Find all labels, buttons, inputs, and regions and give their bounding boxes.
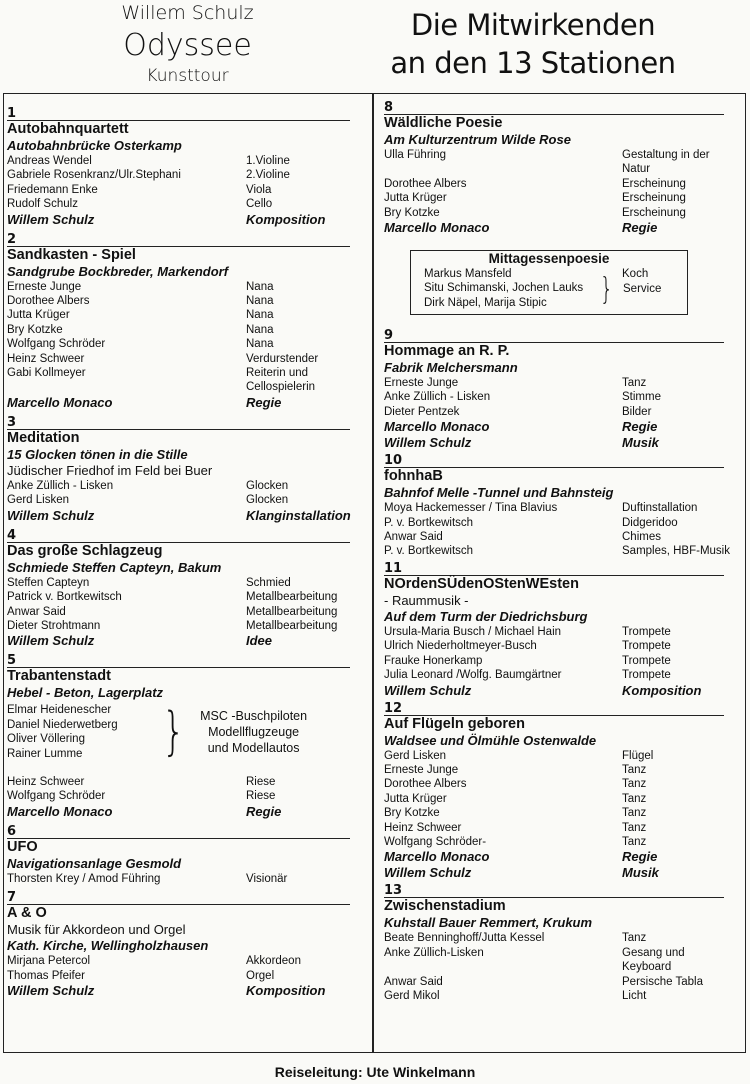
performer-role: Trompete: [622, 625, 671, 638]
performer-role: Glocken: [246, 479, 289, 492]
performer-name: Mirjana Petercol: [7, 955, 91, 968]
performer-name: Bry Kotzke: [7, 323, 63, 336]
station-location: Auf dem Turm der Diedrichsburg: [384, 608, 588, 624]
performer-row: [7, 633, 362, 649]
left-column: [7, 98, 362, 999]
station-title: UFO: [7, 838, 38, 855]
performer-role: 1.Violine: [246, 155, 290, 167]
performer-role: Regie: [246, 803, 282, 819]
performer-name: Dorothee Albers: [384, 177, 467, 190]
station-location: Schmiede Steffen Capteyn, Bakum: [7, 559, 222, 575]
performer-role: Trompete: [622, 640, 671, 653]
station-location: Fabrik Melchersmann: [384, 360, 518, 376]
performer-role: Tanz: [622, 932, 647, 945]
performer-row: [384, 946, 724, 960]
performer-row: [384, 376, 724, 390]
performer-role: Tanz: [622, 763, 647, 776]
station-number: 4: [7, 527, 17, 543]
performer-name: Ulla Führing: [384, 149, 446, 161]
performer-row: [384, 777, 724, 791]
performer-name: Anwar Said: [384, 975, 443, 988]
performer-name: Gerd Lisken: [7, 494, 70, 507]
performer-role: Riese: [246, 790, 276, 803]
performer-name: Erneste Junge: [7, 280, 82, 293]
station-location: Navigationsanlage Gesmold: [7, 855, 182, 871]
performer-name: Willem Schulz: [384, 865, 472, 881]
performer-row: [7, 308, 362, 322]
performer-name: Thorsten Krey / Amod Führing: [7, 872, 161, 885]
performer-name: Moya Hackemesser / Tina Blavius: [384, 502, 558, 515]
performer-name: Anwar Said: [7, 605, 66, 618]
performer-name: Dorothee Albers: [384, 778, 467, 791]
performer-role: Visionär: [246, 872, 288, 885]
performer-row: [384, 835, 724, 849]
lunch-name: Dirk Näpel, Marija Stipic: [424, 296, 547, 309]
station-6: [7, 823, 362, 886]
group-role-line: MSC -Buschpiloten: [200, 709, 308, 724]
column-divider: [372, 93, 374, 1053]
performer-row: [384, 516, 724, 530]
station-number: 1: [7, 106, 17, 121]
lunch-service-role: Service: [623, 283, 662, 295]
performer-name: Marcello Monaco: [384, 220, 490, 236]
station-title: Das große Schlagzeug: [7, 542, 163, 559]
performer-role: Erscheinung: [622, 177, 686, 190]
performer-name: Steffen Capteyn: [7, 576, 90, 589]
performer-name: Willem Schulz: [384, 682, 472, 698]
station-13: [384, 885, 724, 1003]
lunch-body: [411, 267, 687, 314]
performer-row: [7, 804, 362, 820]
performer-row: [384, 683, 724, 699]
group-names: [7, 703, 157, 761]
performer-row: [7, 323, 362, 337]
performer-name: Dieter Strohtmann: [7, 619, 101, 632]
station-note: - Raummusik -: [384, 592, 469, 608]
performer-name: P. v. Bortkewitsch: [384, 516, 474, 529]
group-role-line: Modellflugzeuge: [208, 725, 300, 740]
lunch-role: Koch: [622, 268, 649, 280]
performer-name: Marcello Monaco: [384, 849, 490, 865]
performer-name: Bry Kotzke: [384, 807, 440, 820]
station-title: Zwischenstadium: [384, 898, 506, 915]
performer-name: Heinz Schweer: [7, 352, 85, 365]
station-location: Hebel - Beton, Lagerplatz: [7, 685, 164, 701]
performer-role: Viola: [246, 183, 272, 196]
tour-subtitle: Kunsttour: [146, 66, 229, 86]
right-column: [384, 98, 730, 1003]
station-number: 11: [384, 560, 403, 576]
performer-role: Nana: [246, 323, 274, 336]
performer-row: [7, 619, 362, 633]
performer-role: Musik: [622, 865, 659, 881]
performer-name: [384, 162, 622, 176]
station-location: Am Kulturzentrum Wilde Rose: [384, 132, 571, 147]
performer-row: [384, 849, 724, 865]
performer-row: [384, 220, 724, 236]
performer-role: Metallbearbeitung: [246, 619, 338, 632]
performer-role: Bilder: [622, 405, 652, 418]
station-title: fohnhaB: [384, 468, 443, 485]
performer-row: [384, 177, 724, 191]
performer-role: Cello: [246, 198, 273, 211]
station-number: 12: [384, 700, 403, 716]
performer-role: Metallbearbeitung: [246, 605, 338, 618]
performer-role: Gesang und: [622, 946, 685, 959]
station-title: NOrdenSÜdenOStenWEsten: [384, 575, 579, 592]
performer-row: [384, 435, 724, 451]
tour-title: Odyssee: [123, 28, 252, 63]
station-number: 10: [384, 453, 403, 469]
station-3: [7, 414, 362, 524]
performer-name: Heinz Schweer: [384, 821, 462, 834]
performer-row: [384, 975, 724, 989]
station-11: [384, 560, 724, 699]
lunch-box: [410, 250, 688, 315]
performer-name: Wolfgang Schröder: [7, 338, 106, 351]
brace-symbol: }: [161, 702, 186, 763]
performer-role: Flügel: [622, 749, 654, 762]
performer-role: Musik: [622, 435, 659, 451]
station-2: [7, 231, 362, 411]
performer-role: Orgel: [246, 969, 275, 982]
performer-role: Erscheinung: [622, 206, 686, 219]
performer-row: [7, 395, 362, 411]
performer-name: Jutta Krüger: [7, 309, 70, 322]
lunch-row: [424, 296, 687, 310]
performer-name: [384, 960, 622, 974]
lunch-row: [424, 267, 687, 281]
performer-row: [7, 212, 362, 228]
heading-line-1: Die Mitwirkenden: [410, 8, 656, 42]
lunch-name: Markus Mansfeld: [424, 268, 512, 280]
performer-row: [384, 544, 730, 558]
performer-name: Dieter Pentzek: [384, 405, 460, 418]
performer-name: Julia Leonard /Wolfg. Baumgärtner: [384, 669, 562, 682]
performer-role: Schmied: [246, 576, 291, 589]
performer-name: Willem Schulz: [7, 633, 95, 649]
station-title: Autobahnquartett: [7, 121, 129, 137]
performer-name: Anke Züllich-Lisken: [384, 946, 484, 959]
performer-role: Komposition: [246, 982, 326, 998]
station-number: 13: [384, 883, 403, 899]
performer-role: Idee: [246, 633, 273, 649]
performer-role: Klanginstallation: [246, 507, 351, 523]
performer-row: [384, 148, 724, 162]
performer-role: Glocken: [246, 494, 289, 507]
performer-name: Jutta Krüger: [384, 192, 447, 205]
performer-row: [7, 508, 362, 524]
station-title: Wäldliche Poesie: [384, 115, 503, 131]
performer-role: Verdurstender: [246, 352, 319, 365]
performer-row: [384, 865, 724, 881]
performer-role: Keyboard: [622, 961, 672, 974]
performer-row: [384, 821, 724, 835]
heading-line-2: an den 13 Stationen: [390, 46, 676, 80]
performer-name: Wolfgang Schröder: [7, 790, 106, 803]
station-location: Kuhstall Bauer Remmert, Krukum: [384, 915, 593, 931]
performer-row: [384, 501, 724, 515]
performer-row: [7, 197, 362, 211]
performer-name: Jutta Krüger: [384, 792, 447, 805]
performer-row: [384, 931, 724, 945]
performer-name: Beate Benninghoff/Jutta Kessel: [384, 932, 545, 945]
performer-role: Gestaltung in der: [622, 149, 710, 161]
performer-row: [7, 337, 362, 351]
performer-row: [384, 191, 724, 205]
station-location: Waldsee und Ölmühle Ostenwalde: [384, 732, 597, 748]
performer-row: [7, 280, 362, 294]
performer-role: Nana: [246, 338, 274, 351]
performer-name: Andreas Wendel: [7, 155, 92, 167]
performer-name: Gerd Mikol: [384, 989, 440, 1002]
performer-name: Marcello Monaco: [384, 419, 490, 435]
performer-name: Anwar Said: [384, 531, 443, 544]
performer-role: Tanz: [622, 778, 647, 791]
station-title: Sandkasten - Spiel: [7, 246, 136, 263]
station-title: Hommage an R. P.: [384, 343, 510, 360]
performer-row: [384, 654, 724, 668]
performer-role: 2.Violine: [246, 169, 290, 182]
performer-row: [7, 168, 362, 182]
performer-role: Chimes: [622, 531, 661, 544]
station-location: Sandgrube Bockbreder, Markendorf: [7, 263, 229, 279]
station-note: Musik für Akkordeon und Orgel: [7, 922, 186, 938]
group-member: Elmar Heidenescher: [7, 704, 112, 717]
performer-row: [7, 954, 362, 968]
performer-name: Willem Schulz: [7, 507, 95, 523]
station-7: [7, 892, 362, 999]
performer-name: Willem Schulz: [384, 435, 472, 451]
performer-role: Tanz: [622, 821, 647, 834]
performer-row: [384, 639, 724, 653]
performer-row: [7, 775, 362, 789]
performer-name: Friedemann Enke: [7, 183, 98, 196]
performer-role: Regie: [622, 849, 658, 865]
performer-row: [384, 806, 724, 820]
performer-name: Ursula-Maria Busch / Michael Hain: [384, 625, 562, 638]
station-5: [7, 655, 362, 819]
performer-role: Nana: [246, 309, 274, 322]
station-title: Trabantenstadt: [7, 668, 111, 685]
performer-name: Willem Schulz: [7, 211, 95, 227]
performer-role: Tanz: [622, 807, 647, 820]
performer-row: [384, 668, 724, 682]
group-role-line: und Modellautos: [207, 741, 300, 756]
performer-name: Thomas Pfeifer: [7, 969, 85, 982]
performer-name: Anke Züllich - Lisken: [7, 479, 114, 492]
station-location: Kath. Kirche, Wellingholzhausen: [7, 938, 209, 954]
station-location: Bahnfof Melle -Tunnel und Bahnsteig: [384, 485, 614, 501]
performer-role: Didgeridoo: [622, 516, 678, 529]
station-location: 15 Glocken tönen in die Stille: [7, 446, 188, 462]
station-number: 3: [7, 414, 17, 430]
performer-role: Duftinstallation: [622, 502, 698, 515]
performer-name: Bry Kotzke: [384, 206, 440, 219]
performer-name: Marcello Monaco: [7, 803, 113, 819]
page-heading: [378, 6, 688, 82]
station-8: [384, 102, 724, 236]
performer-row: [384, 763, 724, 777]
performer-name: Marcello Monaco: [7, 394, 113, 410]
performer-role: Persische Tabla: [622, 975, 703, 988]
performer-role: Akkordeon: [246, 955, 301, 968]
performer-name: Erneste Junge: [384, 763, 459, 776]
performer-name: Rudolf Schulz: [7, 198, 78, 211]
group-member: Oliver Völlering: [7, 733, 85, 746]
performer-role: Regie: [622, 419, 658, 435]
performer-name: Frauke Honerkamp: [384, 654, 483, 667]
performer-row: [7, 366, 362, 380]
performer-row: [7, 605, 362, 619]
lunch-title: Mittagessenpoesie: [488, 251, 610, 266]
performer-role: Regie: [246, 394, 282, 410]
station-1: [7, 108, 362, 228]
performer-role: Komposition: [246, 211, 326, 227]
performer-row: [7, 576, 362, 590]
performer-role: Trompete: [622, 654, 671, 667]
station-12: [384, 700, 724, 882]
performer-row: [384, 625, 724, 639]
performer-role: Tanz: [622, 377, 647, 390]
performer-row: [7, 154, 362, 168]
performer-row: [7, 380, 362, 394]
station-number: 9: [384, 328, 394, 344]
performer-role: Licht: [622, 989, 647, 1002]
performer-name: Gerd Lisken: [384, 749, 447, 762]
station-number: 5: [7, 653, 17, 669]
group-roles: [200, 708, 307, 756]
station-10: [384, 453, 730, 559]
performer-role: Metallbearbeitung: [246, 591, 338, 604]
performer-name: Ulrich Niederholtmeyer-Busch: [384, 640, 537, 653]
station-number: 8: [384, 100, 394, 115]
performer-name: Wolfgang Schröder-: [384, 835, 487, 848]
performer-row: [7, 590, 362, 604]
performer-row: [7, 294, 362, 308]
performer-group: [7, 703, 362, 761]
performer-role: Erscheinung: [622, 192, 686, 205]
performer-name: Dorothee Albers: [7, 295, 90, 308]
station-number: 6: [7, 823, 17, 839]
brace-symbol: }: [599, 272, 614, 307]
performer-row: [384, 162, 724, 176]
performer-name: Gabriele Rosenkranz/Ulr.Stephani: [7, 169, 181, 182]
performer-row: [384, 749, 724, 763]
performer-role: Reiterin und: [246, 367, 309, 380]
station-note: Jüdischer Friedhof im Feld bei Buer: [7, 462, 213, 478]
performer-name: Gabi Kollmeyer: [7, 367, 86, 380]
station-number: 7: [7, 890, 17, 906]
author-name: Willem Schulz: [121, 2, 254, 24]
station-title: Meditation: [7, 429, 80, 446]
performer-row: [7, 493, 362, 507]
station-location: Autobahnbrücke Osterkamp: [7, 138, 182, 153]
station-title: Auf Flügeln geboren: [384, 715, 525, 732]
performer-name: Erneste Junge: [384, 377, 459, 390]
performer-row: [384, 792, 724, 806]
performer-role: Samples, HBF-Musik: [622, 545, 730, 558]
performer-row: [7, 479, 362, 493]
performer-name: Anke Züllich - Lisken: [384, 391, 491, 404]
station-4: [7, 527, 362, 650]
performer-row: [7, 872, 362, 886]
station-number: 2: [7, 231, 17, 247]
performer-name: [7, 380, 246, 394]
performer-row: [384, 419, 724, 435]
performer-name: P. v. Bortkewitsch: [384, 545, 474, 558]
lunch-name: Situ Schimanski, Jochen Lauks: [424, 282, 584, 295]
performer-role: Stimme: [622, 391, 661, 404]
performer-row: [7, 789, 362, 803]
performer-row: [384, 989, 724, 1003]
performer-role: Tanz: [622, 792, 647, 805]
performer-row: [384, 530, 724, 544]
performer-row: [7, 983, 362, 999]
footer-credit: Reiseleitung: Ute Winkelmann: [274, 1064, 476, 1080]
performer-row: [384, 405, 724, 419]
performer-name: Heinz Schweer: [7, 775, 85, 788]
station-9: [384, 330, 724, 451]
performer-role: Cellospielerin: [246, 381, 316, 394]
performer-name: Willem Schulz: [7, 982, 95, 998]
group-member: Rainer Lumme: [7, 747, 83, 760]
performer-row: [7, 183, 362, 197]
performer-row: [7, 352, 362, 366]
performer-role: Komposition: [622, 682, 702, 698]
performer-name: Patrick v. Bortkewitsch: [7, 591, 122, 604]
performer-role: Regie: [622, 220, 658, 236]
performer-row: [7, 969, 362, 983]
performer-role: Tanz: [622, 835, 647, 848]
group-member: Daniel Niederwetberg: [7, 718, 118, 731]
performer-role: Nana: [246, 295, 274, 308]
performer-role: Natur: [622, 163, 651, 176]
performer-row: [384, 206, 724, 220]
performer-role: Riese: [246, 775, 276, 788]
performer-role: Trompete: [622, 669, 671, 682]
performer-role: Nana: [246, 280, 274, 293]
station-title: A & O: [7, 905, 47, 922]
performer-row: [384, 960, 724, 974]
performer-row: [384, 390, 724, 404]
